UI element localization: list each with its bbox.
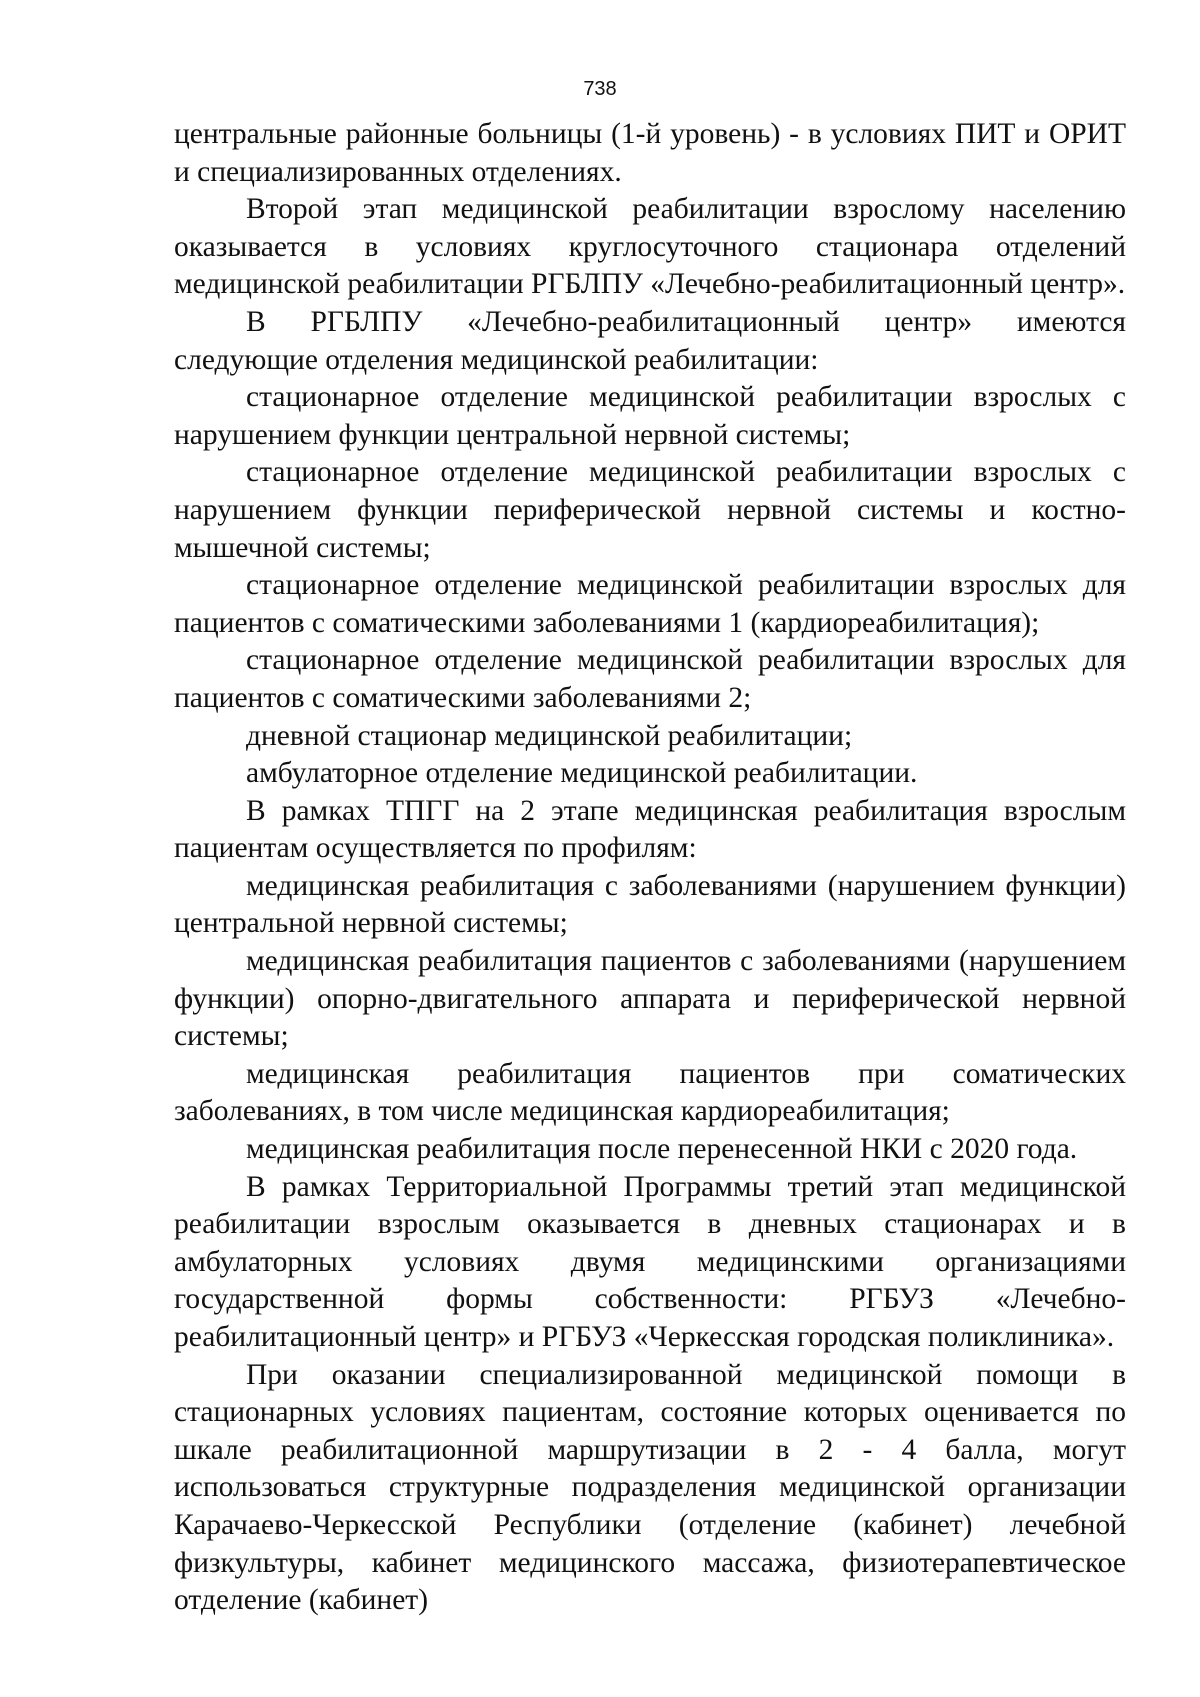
paragraph-profiles-intro: В рамках ТПГГ на 2 этапе медицинская реабилитация взрослым пациентам осуществляется по профилям: [174,794,1126,865]
list-item-pns-department: стационарное отделение медицинской реабилитации взрослых с нарушением функции периферической нервной системы и костно-мышечной системы; [174,456,1126,564]
paragraph-second-stage: Второй этап медицинской реабилитации взрослому населению оказывается в условиях круглосуточного стационара отделений медицинской реабилитации РГБЛПУ «Лечебно-реабилитационный центр». [174,193,1126,301]
paragraph-specialized-care: При оказании специализированной медицинской помощи в стационарных условиях пациентам, состояние которых оценивается по шкале реабилитационной маршрутизации в 2 - 4 балла, могут использоваться структурные подразделения медицинской организации Карачаево-Черкесской Республики (отделение (кабинет) лечебной физкультуры, кабинет медицинского массажа, физиотерапевтическое отделение (кабинет) [174,1358,1126,1617]
paragraph-departments-intro: В РГБЛПУ «Лечебно-реабилитационный центр» имеются следующие отделения медицинской реабилитации: [174,305,1126,376]
list-item-somatic-2-department: стационарное отделение медицинской реабилитации взрослых для пациентов с соматическими заболеваниями 2; [174,644,1126,714]
list-item-day-hospital: дневной стационар медицинской реабилитации; [246,719,853,752]
paragraph-third-stage: В рамках Территориальной Программы третий этап медицинской реабилитации взрослым оказывается в дневных стационарах и в амбулаторных условиях двумя медицинскими организациями государственной формы собственности: РГБУЗ «Лечебно-реабилитационный центр» и РГБУЗ «Черкесская городская поликлиника». [174,1170,1126,1353]
list-item-outpatient-department: амбулаторное отделение медицинской реабилитации. [246,757,918,790]
list-item-profile-covid: медицинская реабилитация после перенесенной НКИ с 2020 года. [246,1133,1078,1166]
list-item-cns-department: стационарное отделение медицинской реабилитации взрослых с нарушением функции центральной нервной системы; [174,381,1126,451]
list-item-profile-cns: медицинская реабилитация с заболеваниями (нарушением функции) центральной нервной системы; [174,869,1126,940]
page-number: 738 [583,78,617,100]
list-item-somatic-1-department: стационарное отделение медицинской реабилитации взрослых для пациентов с соматическими заболеваниями 1 (кардиореабилитация); [174,569,1126,639]
paragraph-continuation: центральные районные больницы (1-й уровень) - в условиях ПИТ и ОРИТ и специализированных отделениях. [174,118,1126,188]
list-item-profile-musculoskeletal: медицинская реабилитация пациентов с заболеваниями (нарушением функции) опорно-двигательного аппарата и периферической нервной системы; [174,945,1126,1053]
list-item-profile-somatic: медицинская реабилитация пациентов при соматических заболеваниях, в том числе медицинская кардиореабилитация; [174,1057,1126,1128]
document-body [174,116,1126,1620]
